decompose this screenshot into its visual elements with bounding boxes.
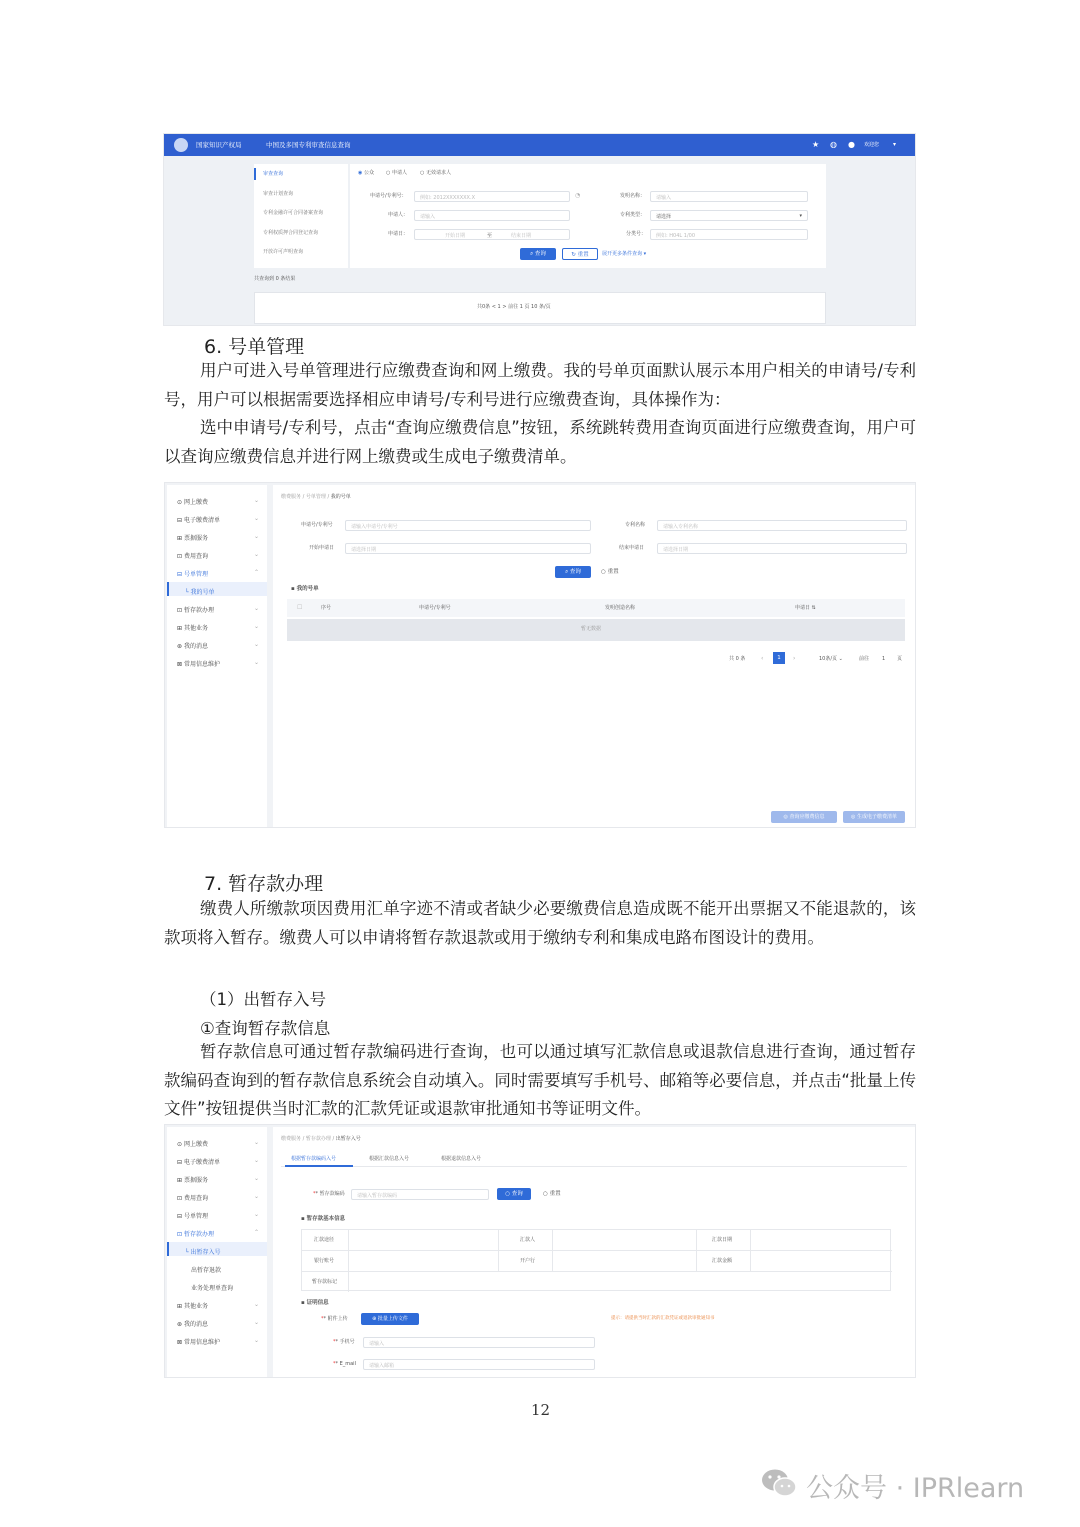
result-panel [254, 292, 826, 324]
email-input[interactable]: 请输入邮箱 [363, 1359, 595, 1370]
page-number: 12 [531, 1401, 551, 1419]
pager-goto-input[interactable]: 1 [882, 656, 886, 662]
expand-more-link[interactable]: 展开更多条件查询 ▾ [602, 251, 647, 257]
field-remitter: 汇款人 [520, 1237, 536, 1243]
tab-by-remittance[interactable]: 根据汇款信息入号 [369, 1156, 410, 1162]
empty-row [287, 619, 905, 641]
phone-input[interactable]: 请输入 [363, 1337, 595, 1348]
sidebar-item-invoice[interactable]: ⊞ 票据服务 [177, 1177, 208, 1184]
end-date-label: 结束申请日 [619, 545, 645, 551]
chevron-icon: ⌄ [253, 497, 259, 504]
section-7-paragraph-2: 暂存款信息可通过暂存款编码进行查询，也可以通过填写汇款信息或退款信息进行查询，通过暂存款编码查询到的暂存款信息系统会自动填入。同时需要填写手机号、邮箱等必要信息，并点击“批量上传文件”按钮提供当时汇款的汇款凭证或退款审批通知书等证明文件。 [164, 1042, 916, 1118]
tab-active-underline [285, 1165, 353, 1167]
grid-line [302, 1271, 892, 1272]
chevron-icon: ⌄ [253, 1175, 259, 1182]
sidebar-item-common-info[interactable]: ⊠ 常用信息维护 [177, 661, 220, 668]
start-date-label: 开始申请日 [309, 545, 335, 551]
chevron-icon: ⌄ [253, 551, 259, 558]
app-date-range[interactable]: 开始日期 至 结束日期 [414, 229, 570, 240]
sidebar-item-invoice[interactable]: ⊞ 票据服务 [177, 535, 208, 542]
sidebar [167, 1127, 267, 1378]
my-number-list-screenshot [164, 482, 916, 828]
sidebar-item-messages[interactable]: ⊛ 我的消息 [177, 643, 208, 650]
section-7-paragraph-1: 缴费人所缴款项因费用汇单字迹不清或者缺少必要缴费信息造成既不能开出票据又不能退款的，该款项将入暂存。缴费人可以申请将暂存款退款或用于缴纳专利和集成电路布图设计的费用。 [164, 899, 916, 947]
classification-label: 分类号： [626, 231, 647, 237]
basic-info-grid [301, 1229, 891, 1291]
cnipa-logo-icon [174, 138, 188, 152]
sidebar-item-fee-query[interactable]: ⊡ 费用查询 [177, 1195, 208, 1202]
query-menu [254, 164, 348, 268]
upload-label: ** 附件上传 [321, 1316, 348, 1322]
app-number-input[interactable]: 例如: 2012XXXXXXX.X [414, 191, 570, 202]
tab-by-refund[interactable]: 根据退款信息入号 [441, 1156, 482, 1162]
breadcrumb: 缴费服务 / 暂存款办理 / 出暂存入号 [281, 1136, 361, 1142]
section-7-heading: 7. 暂存款办理 [204, 873, 324, 895]
sidebar-item-messages[interactable]: ⊛ 我的消息 [177, 1321, 208, 1328]
section-7-sub-heading-1: （1）出暂存入号 [200, 990, 326, 1009]
grid-line [750, 1230, 751, 1272]
chevron-icon: ⌄ [253, 1157, 259, 1164]
chevron-icon: ⌄ [253, 533, 259, 540]
chevron-icon: ⌄ [253, 623, 259, 630]
col-app-date: 申请日 ⇅ [795, 605, 816, 611]
batch-upload-button[interactable]: ⊕ 批量上传文件 [361, 1313, 419, 1325]
field-bank: 开户行 [520, 1258, 536, 1264]
chevron-icon: ⌄ [253, 641, 259, 648]
menu-item[interactable]: 审查查询 [263, 171, 284, 177]
col-invention-name: 发明创造名称 [605, 605, 636, 611]
section-7-sub-heading-2: ①查询暂存款信息 [200, 1019, 331, 1038]
brand-name: 国家知识产权局 [196, 141, 242, 149]
main-panel [273, 1127, 916, 1378]
field-mark: 暂存款标记 [312, 1279, 338, 1285]
chevron-icon: ⌄ [253, 1193, 259, 1200]
email-label: ** E_mail [333, 1361, 356, 1367]
reset-button[interactable]: ○ 重置 [543, 1191, 561, 1197]
sidebar-item-business-query[interactable]: 业务处理单查询 [191, 1285, 234, 1292]
field-bank-account: 银行账号 [314, 1258, 335, 1264]
app-date-label: 申请日： [388, 231, 409, 237]
menu-item[interactable]: 专利金融许可合同备案查询 [263, 210, 324, 216]
sidebar-item-fee-query[interactable]: ⊡ 费用查询 [177, 553, 208, 560]
section-6-paragraph-1: 用户可进入号单管理进行应缴费查询和网上缴费。我的号单页面默认展示本用户相关的申请号/专利号，用户可以根据需要选择相应申请号/专利号进行应缴费查询，具体操作为： [164, 361, 916, 409]
proof-info-title: ▪ 证明信息 [301, 1300, 329, 1306]
pager-next-icon[interactable]: › [793, 655, 796, 662]
radio-public[interactable]: ◉ 公众 [358, 170, 374, 176]
result-count: 共查询到 0 条结果 [254, 276, 296, 282]
menu-active-bar [254, 168, 256, 180]
help-icon[interactable]: ◔ [575, 192, 581, 199]
sidebar-item-online-pay[interactable]: ⊙ 网上缴费 [177, 499, 208, 506]
app-number-label: 申请号/专利号： [370, 193, 407, 199]
chevron-icon: ⌃ [253, 1229, 259, 1236]
field-remit-date: 汇款日期 [712, 1237, 733, 1243]
menu-item[interactable]: 开放许可声明查询 [263, 249, 304, 255]
query-fees-button[interactable]: ◎ 查询应缴费信息 [771, 811, 837, 823]
active-bg [169, 582, 267, 596]
header-bar [164, 134, 916, 156]
sidebar-item-suspense-in[interactable]: └ 出暂存入号 [185, 1249, 221, 1256]
chevron-icon: ⌄ [253, 1319, 259, 1326]
sidebar-item-e-list[interactable]: ⊟ 电子缴费清单 [177, 1159, 220, 1166]
search-button[interactable]: ⌕ 查询 [520, 248, 556, 260]
field-amount: 汇款金额 [712, 1258, 733, 1264]
sidebar-item-my-numbers[interactable]: └ 我的号单 [185, 589, 215, 596]
chevron-icon: ⌄ [253, 659, 259, 666]
grid-line [348, 1230, 349, 1292]
checkbox-all[interactable]: ☐ [297, 604, 303, 611]
reset-button[interactable]: ○ 重置 [601, 569, 619, 575]
system-name: 中国及多国专利审查信息查询 [266, 141, 351, 149]
star-icon[interactable]: ★ [812, 140, 820, 149]
sidebar-item-other[interactable]: ⊞ 其他业务 [177, 625, 208, 632]
grid-line [696, 1230, 697, 1272]
patent-name-label: 专利名称 [625, 522, 646, 528]
globe-icon[interactable]: ◍ [830, 140, 837, 149]
chevron-icon: ⌄ [253, 515, 259, 522]
search-button[interactable]: ⌕ 查询 [555, 566, 591, 578]
pager-size[interactable]: 10条/页 ⌄ [819, 656, 843, 662]
patent-type-select[interactable]: 请选择 ▾ [650, 210, 808, 221]
sidebar-item-e-list[interactable]: ⊟ 电子缴费清单 [177, 517, 220, 524]
sidebar [167, 485, 267, 828]
phone-label: ** 手机号 [333, 1339, 355, 1345]
patent-name-input[interactable]: 请输入专利名称 [657, 520, 907, 531]
patent-type-label: 专利类型： [620, 212, 646, 218]
app-number-input[interactable]: 请输入申请号/专利号 [345, 520, 591, 531]
generate-list-button[interactable]: ◎ 生成电子缴费清单 [843, 811, 905, 823]
sidebar-item-number-mgmt[interactable]: ⊟ 号单管理 [177, 1213, 208, 1220]
field-remit-channel: 汇款途径 [314, 1237, 335, 1243]
table-header [287, 599, 905, 617]
chevron-icon: ⌄ [253, 1211, 259, 1218]
applicant-input[interactable]: 请输入 [414, 210, 570, 221]
menu-item[interactable]: 审查计划查询 [263, 191, 294, 197]
chevron-icon: ⌄ [253, 1139, 259, 1146]
user-name[interactable]: 欢迎您 [864, 142, 880, 148]
basic-info-title: ▪ 暂存款基本信息 [301, 1216, 346, 1222]
start-date-input[interactable]: 请选择日期 [345, 543, 591, 554]
breadcrumb: 缴费服务 / 号单管理 / 我的号单 [281, 494, 351, 500]
my-numbers-section-title: ▪ 我的号单 [291, 586, 319, 592]
grid-line [302, 1250, 892, 1251]
invention-name-label: 发明名称： [620, 193, 646, 199]
sidebar-item-other[interactable]: ⊞ 其他业务 [177, 1303, 208, 1310]
sidebar-item-suspense[interactable]: ⊡ 暂存款办理 [177, 1231, 214, 1238]
tab-bar [281, 1149, 907, 1167]
app-number-label: 申请号/专利号 [301, 522, 333, 528]
reset-button[interactable]: ↻ 重置 [562, 248, 598, 260]
col-seq: 序号 [321, 605, 332, 611]
pagination[interactable]: 共0条 < 1 > 前往 1 页 10 条/页 [477, 304, 551, 310]
applicant-label: 申请人： [388, 212, 409, 218]
sidebar-item-online-pay[interactable]: ⊙ 网上缴费 [177, 1141, 208, 1148]
sidebar-item-common-info[interactable]: ⊠ 常用信息维护 [177, 1339, 220, 1346]
search-form [350, 164, 826, 268]
menu-item[interactable]: 专利权质押合同登记查询 [263, 230, 319, 236]
patient-search-screenshot [163, 133, 916, 326]
chevron-icon: ⌄ [253, 605, 259, 612]
search-button[interactable]: ○ 查询 [497, 1188, 531, 1200]
empty-text: 暂无数据 [581, 626, 602, 632]
upload-hint: 提示：请提供当时汇款的汇款凭证或退款审批通知书 [611, 1316, 715, 1321]
end-date-input[interactable]: 请选择日期 [657, 543, 907, 554]
sidebar-item-number-mgmt[interactable]: ⊟ 号单管理 [177, 571, 208, 578]
grid-line [552, 1230, 553, 1272]
sidebar-item-suspense-refund[interactable]: 出暂存退款 [191, 1267, 222, 1274]
tab-by-code[interactable]: 根据暂存款编码入号 [291, 1156, 337, 1162]
code-input[interactable]: 请输入暂存款编码 [351, 1189, 489, 1200]
section-6-heading: 6. 号单管理 [204, 336, 305, 358]
radio-invalidator[interactable]: ○ 无效请求人 [420, 170, 451, 176]
chevron-down-icon[interactable]: ▾ [893, 141, 897, 148]
grid-line [498, 1230, 499, 1272]
watermark-text: 公众号 · IPRlearn [806, 1473, 1025, 1504]
pager-prev-icon[interactable]: ‹ [761, 655, 764, 662]
pager-unit: 页 [897, 656, 903, 662]
chevron-icon: ⌄ [253, 1301, 259, 1308]
radio-applicant[interactable]: ○ 申请人 [386, 170, 407, 176]
sidebar-item-suspense[interactable]: ⊡ 暂存款办理 [177, 607, 214, 614]
pager-total: 共 0 条 [729, 656, 746, 662]
invention-name-input[interactable]: 请输入 [650, 191, 808, 202]
classification-input[interactable]: 例如: H04L 1/00 [650, 229, 808, 240]
pager-current[interactable]: 1 [773, 652, 785, 664]
wechat-icon [760, 1468, 798, 1498]
chevron-icon: ⌃ [253, 569, 259, 576]
user-icon[interactable]: ● [848, 140, 855, 149]
section-6-paragraph-2: 选中申请号/专利号，点击“查询应缴费信息”按钮，系统跳转费用查询页面进行应缴费查询，用户可以查询应缴费信息并进行网上缴费或生成电子缴费清单。 [164, 418, 916, 466]
col-app-number: 申请号/专利号 [419, 605, 451, 611]
suspense-account-screenshot [164, 1124, 916, 1378]
pager-goto: 前往 [859, 656, 870, 662]
code-label: ** 暂存款编码 [313, 1191, 345, 1197]
main-panel [273, 485, 916, 828]
chevron-icon: ⌄ [253, 1337, 259, 1344]
